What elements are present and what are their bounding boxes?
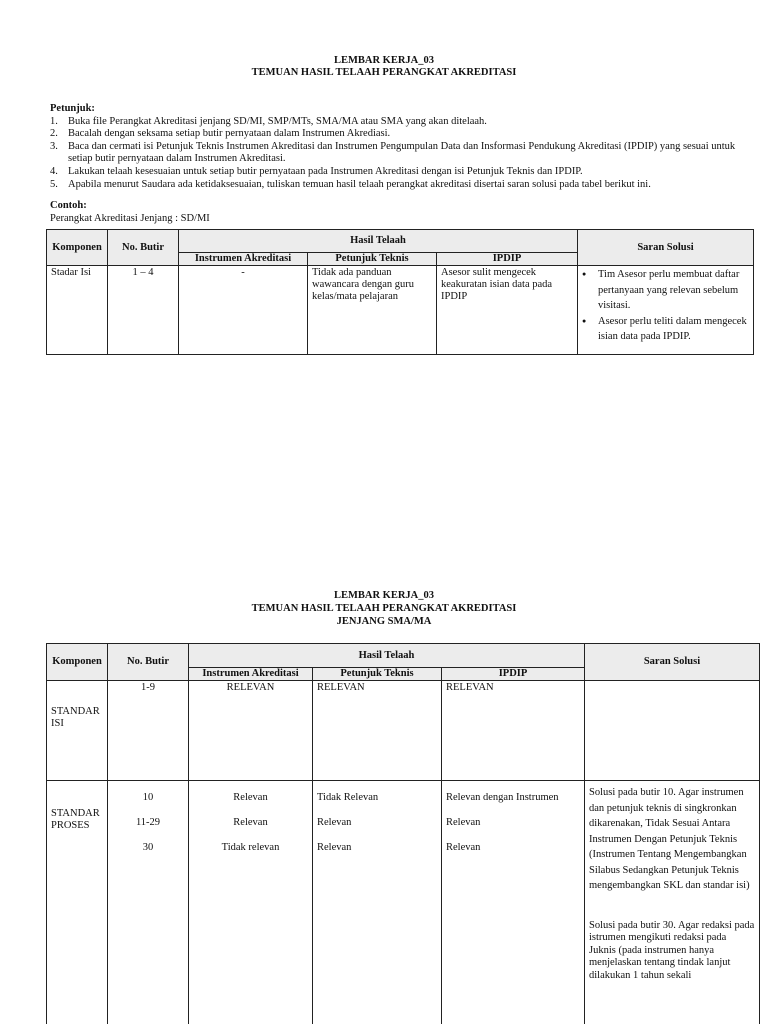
cell-saran <box>578 266 754 355</box>
header-petunjuk: Petunjuk Teknis <box>313 668 442 681</box>
cell-komponen: Stadar Isi <box>47 266 108 355</box>
item-number: 5. <box>50 178 58 190</box>
header-instrumen: Instrumen Akreditasi <box>179 253 308 266</box>
item-no: 10 <box>142 792 154 803</box>
cell-no-butir <box>108 781 189 1024</box>
item-instrumen: Tidak relevan <box>221 842 280 853</box>
bullet-item: ● Tim Asesor perlu membuat daftar pertanyaan yang relevan sebelum visitasi. <box>582 267 749 314</box>
doc-title-2: LEMBAR KERJA_03 <box>333 590 435 601</box>
cell-saran <box>585 781 760 1024</box>
header-instrumen: Instrumen Akreditasi <box>189 668 313 681</box>
cell-petunjuk: RELEVAN <box>313 681 442 781</box>
item-ipdip: Relevan <box>446 842 481 853</box>
header-no-butir: No. Butir <box>108 644 189 681</box>
header-petunjuk: Petunjuk Teknis <box>308 253 437 266</box>
table-row <box>47 781 760 1024</box>
header-no-butir: No. Butir <box>108 230 179 266</box>
item-text: Baca dan cermati isi Petunjuk Teknis Instrumen Akreditasi dan Instrumen Pengumpulan Data dan Insformasi Pendukung Akreditasi (IPDIP) yang sesuai untuk setiap butir pernyataan dalam Instrumen Akreditasi. <box>68 140 736 165</box>
header-ipdip: IPDIP <box>437 253 578 266</box>
item-ipdip: Relevan dengan Instrumen <box>446 792 559 803</box>
cell-ipdip: RELEVAN <box>442 681 585 781</box>
cell-instrumen <box>189 781 313 1024</box>
sma-table <box>46 643 760 1024</box>
table-row <box>47 266 754 355</box>
item-ipdip: Relevan <box>446 817 481 828</box>
cell-saran <box>585 681 760 781</box>
jenjang-label: Perangkat Akreditasi Jenjang : SD/MI <box>50 212 210 224</box>
cell-petunjuk: Tidak ada panduan wawancara dengan guru kelas/mata pelajaran <box>308 266 437 355</box>
petunjuk-label: Petunjuk: <box>50 103 95 114</box>
item-number: 4. <box>50 165 58 177</box>
instruction-list <box>50 116 750 192</box>
saran-text: Solusi pada butir 30. Agar redaksi pada istrumen mengikuti redaksi pada Juknis (pada instrumen hanya menjelaskan tentang tindak lanjut dilakukan 1 tahun sekali <box>589 919 755 981</box>
item-no: 11-29 <box>135 817 161 828</box>
item-instrumen: Relevan <box>233 817 268 828</box>
doc-jenjang-2: JENJANG SMA/MA <box>336 616 432 627</box>
item-text: Buka file Perangkat Akreditasi jenjang SD/MI, SMP/MTs, SMA/MA atau SMA yang akan ditelaah. <box>68 115 487 127</box>
cell-ipdip: Asesor sulit mengecek keakuratan isian data pada IPDIP <box>437 266 578 355</box>
instruction-item <box>50 128 750 141</box>
cell-komponen: STANDAR ISI <box>47 681 108 781</box>
instruction-item <box>50 141 750 166</box>
item-number: 3. <box>50 140 58 152</box>
doc-subtitle: TEMUAN HASIL TELAAH PERANGKAT AKREDITASI <box>251 67 517 78</box>
saran-text: Solusi pada butir 10. Agar instrumen dan petunjuk teknis di singkronkan dikarenakan, Tidak Sesuai Antara Instrumen Dengan Petunjuk Teknis (Instrumen Tentang Mengembangkan Silabus Sedangkan Petunjuk Teknis mengembangkan SKL dan standar isi) <box>589 787 750 891</box>
instructions <box>50 103 750 225</box>
header-ipdip: IPDIP <box>442 668 585 681</box>
item-instrumen: Relevan <box>233 792 268 803</box>
bullet-item: ● Asesor perlu teliti dalam mengecek isian data pada IPDIP. <box>582 314 749 345</box>
item-petunjuk: Tidak Relevan <box>317 792 379 803</box>
cell-instrumen: - <box>179 266 308 355</box>
cell-instrumen: RELEVAN <box>189 681 313 781</box>
item-number: 2. <box>50 128 58 140</box>
header-saran: Saran Solusi <box>585 644 760 681</box>
item-text: Apabila menurut Saudara ada ketidaksesuaian, tuliskan temuan hasil telaah perangkat akreditasi disertai saran solusi pada tabel berikut ini. <box>68 178 651 190</box>
table-row <box>47 681 760 781</box>
doc-subtitle-2: TEMUAN HASIL TELAAH PERANGKAT AKREDITASI <box>251 603 517 614</box>
header-saran: Saran Solusi <box>578 230 754 266</box>
header-hasil-telaah: Hasil Telaah <box>189 644 585 668</box>
cell-ipdip <box>442 781 585 1024</box>
cell-petunjuk <box>313 781 442 1024</box>
cell-no-butir: 1 – 4 <box>108 266 179 355</box>
header-komponen: Komponen <box>47 644 108 681</box>
contoh-label: Contoh: <box>50 200 87 212</box>
item-text: Bacalah dengan seksama setiap butir pernyataan dalam Instrumen Akrediasi. <box>68 128 391 140</box>
item-number: 1. <box>50 115 58 127</box>
example-table <box>46 229 754 355</box>
instruction-item <box>50 116 750 129</box>
item-text: Lakukan telaah kesesuaian untuk setiap butir pernyataan pada Instrumen Akreditasi dengan isi Petunjuk Teknis dan IPDIP. <box>68 165 583 177</box>
item-petunjuk: Relevan <box>317 817 352 828</box>
item-petunjuk: Relevan <box>317 842 352 853</box>
cell-komponen: STANDAR PROSES <box>47 781 108 1024</box>
header-komponen: Komponen <box>47 230 108 266</box>
cell-no-butir: 1-9 <box>108 681 189 781</box>
instruction-item <box>50 166 750 179</box>
doc-title: LEMBAR KERJA_03 <box>333 55 435 66</box>
header-hasil-telaah: Hasil Telaah <box>179 230 578 253</box>
item-no: 30 <box>142 842 154 853</box>
saran-list <box>582 267 749 345</box>
instruction-item <box>50 179 750 192</box>
